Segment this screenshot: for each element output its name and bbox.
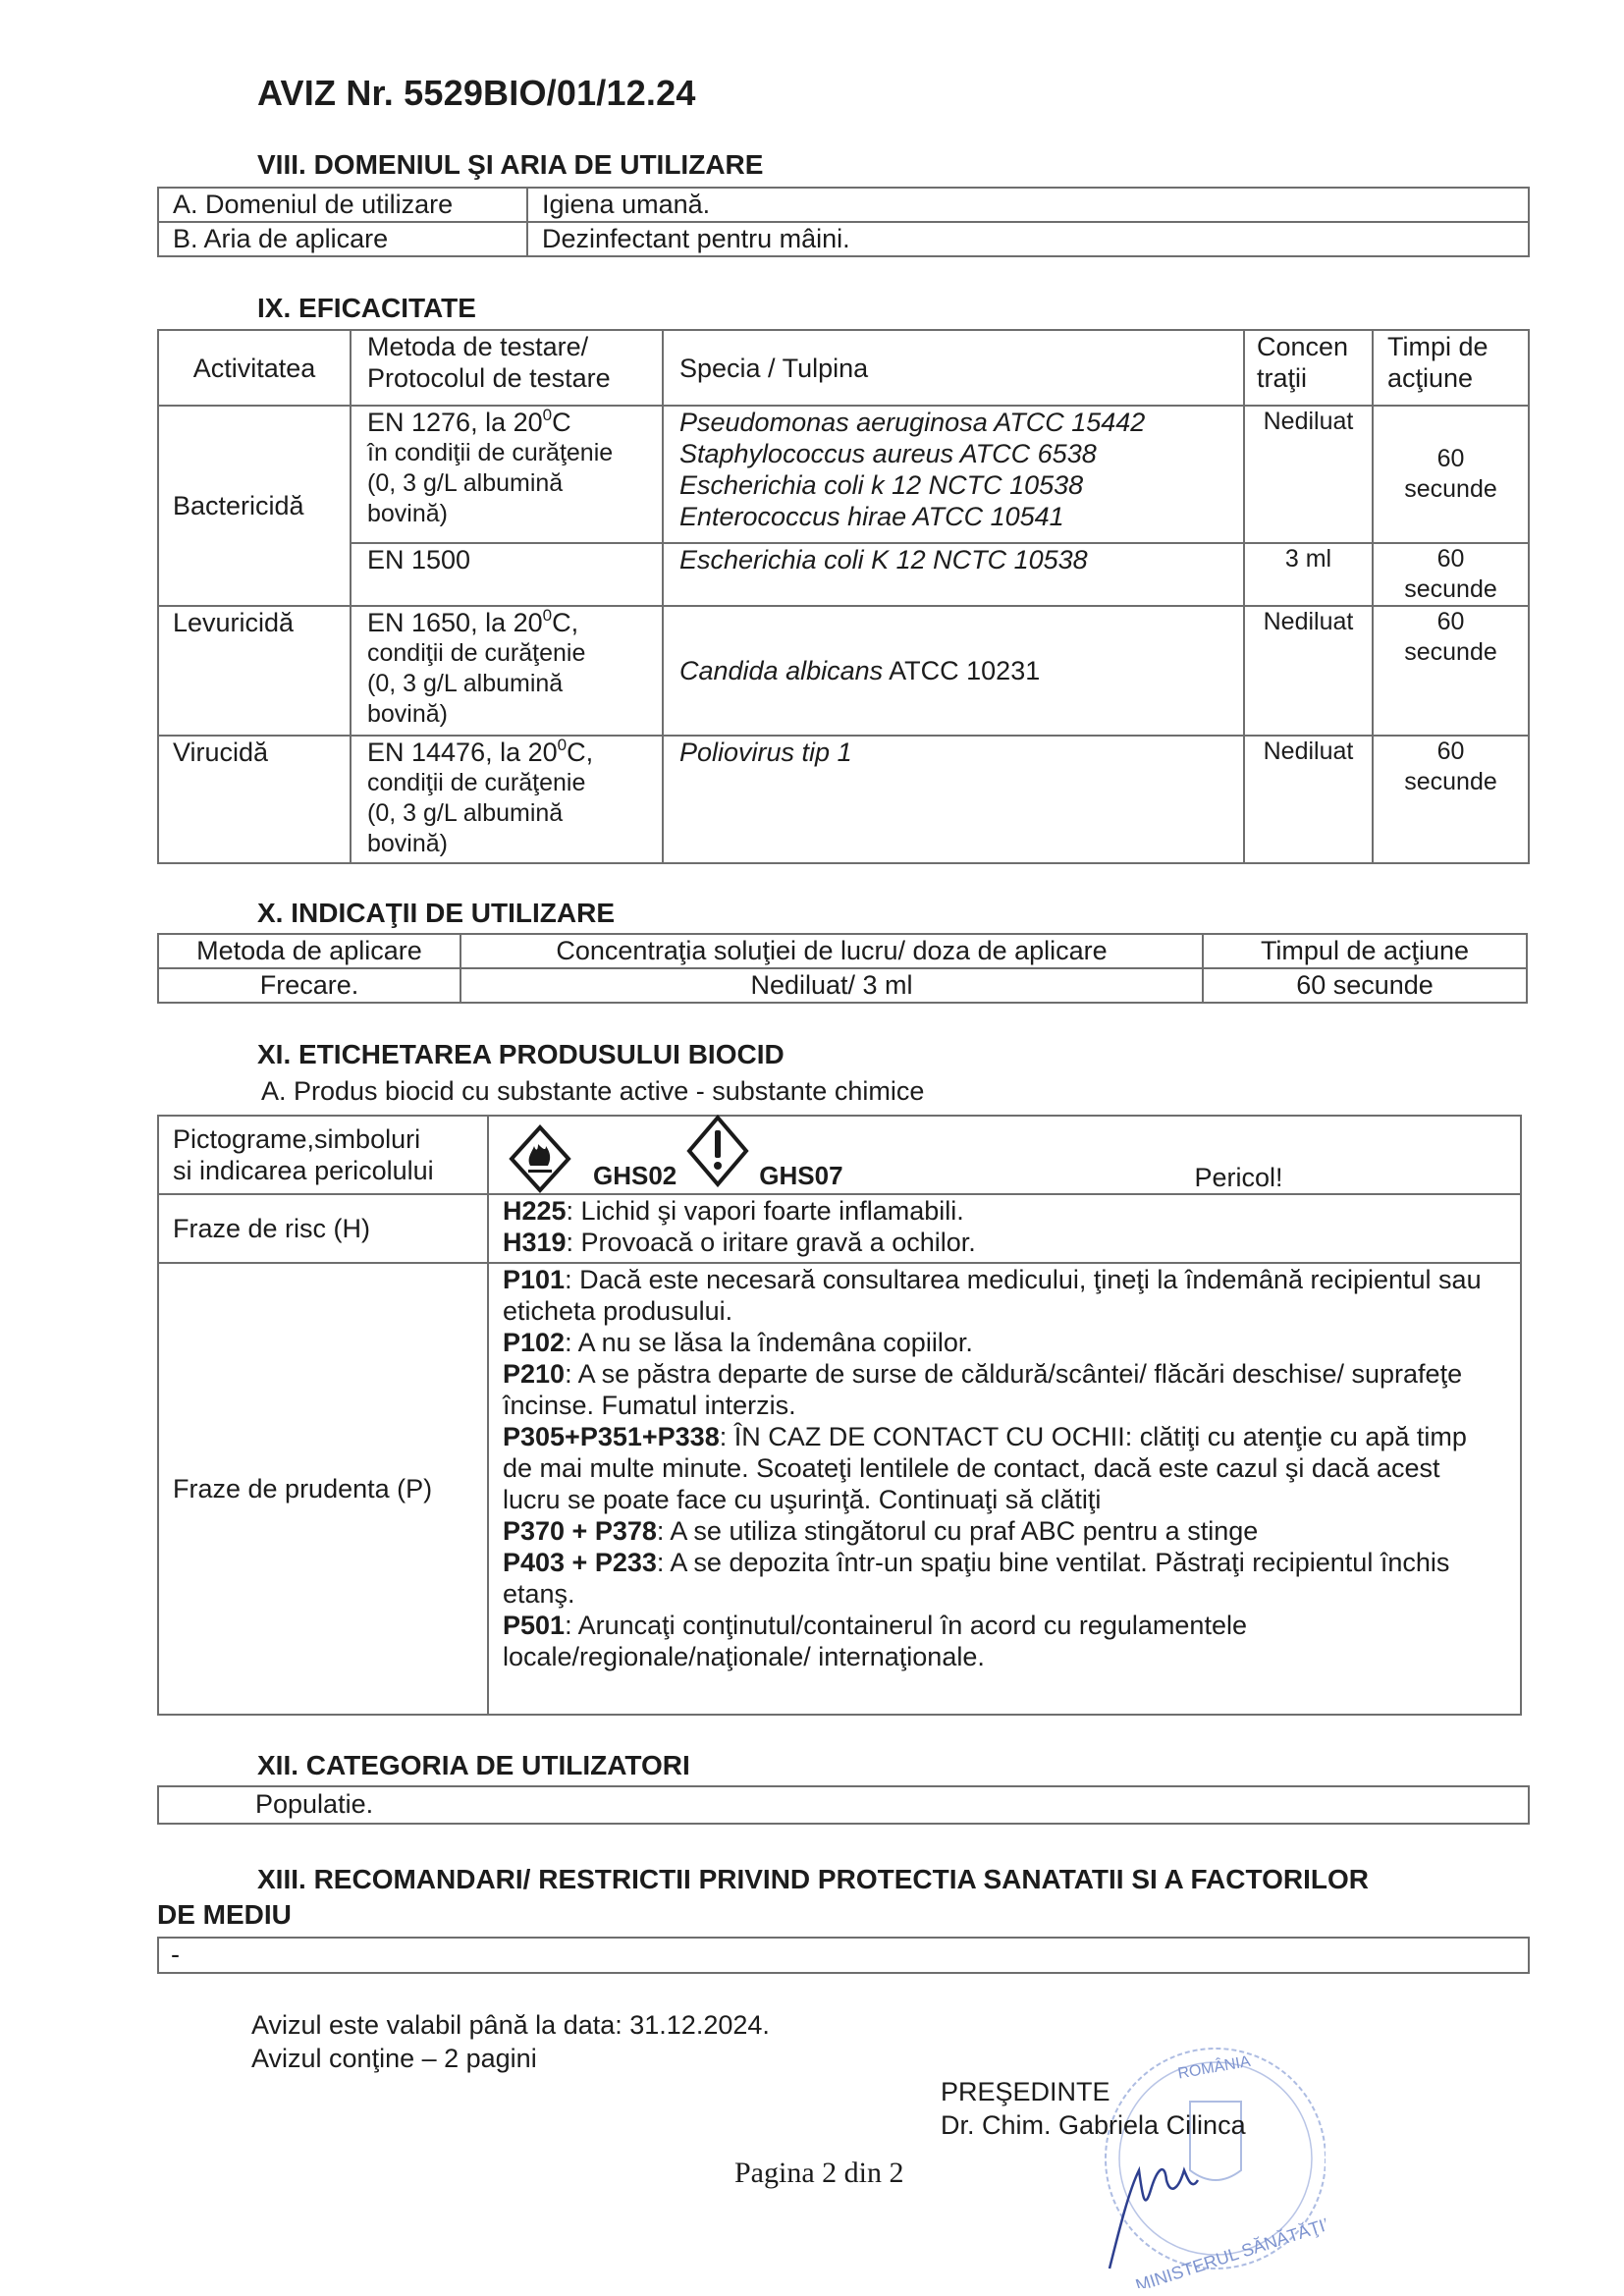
table-row (158, 968, 1527, 1003)
table-row (158, 543, 1529, 606)
signer-name: Dr. Chim. Gabriela Cilinca (941, 2110, 1246, 2140)
species-cell: Poliovirus tip 1 (663, 736, 1244, 863)
table-row (158, 1263, 1521, 1715)
table-row (158, 406, 1529, 543)
section-8-heading: VIII. DOMENIUL ŞI ARIA DE UTILIZARE (257, 149, 764, 180)
user-category-box (157, 1785, 1530, 1825)
area-value: Dezinfectant pentru mâini. (527, 222, 1529, 256)
method-detail: în condiţii de curăţenie (367, 439, 614, 466)
hazard-label: Fraze de risc (H) (158, 1194, 488, 1263)
time-cell: 60 secunde (1373, 736, 1529, 863)
activity-cell: Levuricidă (158, 606, 351, 736)
precaution-statement: P370 + P378: A se utiliza stingătorul cu praf ABC pentru a stinge (503, 1516, 1259, 1546)
method-detail: condiţii de curăţenie (367, 639, 586, 667)
section-13-heading-line2: DE MEDIU (157, 1899, 292, 1930)
time-cell: 60 secunde (1373, 606, 1529, 736)
recommendations-box (157, 1937, 1530, 1974)
col-species: Specia / Tulpina (663, 330, 1244, 406)
user-category-value: Populatie. (255, 1789, 374, 1819)
col-time (1373, 330, 1529, 406)
activity-cell: Virucidă (158, 736, 351, 863)
method-detail: bovină) (367, 830, 448, 857)
precaution-statement: P403 + P233: A se depozita într-un spaţiu bine ventilat. Păstraţi recipientul închis etanş. (503, 1548, 1450, 1609)
precaution-statement: P305+P351+P338: ÎN CAZ DE CONTACT CU OCHII: clătiţi cu atenţie cu apă timp de mai multe minute. Scoateţi lentilele de contact, dacă este cazul şi dacă acest lucru se poate face cu uşurinţă. Continuaţi să clătiţi (503, 1422, 1467, 1514)
section-11-heading: XI. ETICHETAREA PRODUSULUI BIOCID (257, 1039, 785, 1069)
ghs07-code: GHS07 (759, 1161, 843, 1190)
col-time-line2: acţiune (1387, 363, 1474, 393)
section-10-heading: X. INDICAŢII DE UTILIZARE (257, 898, 615, 928)
col-activity: Activitatea (158, 330, 351, 406)
col-application-method: Metoda de aplicare (158, 934, 460, 968)
method-detail: bovină) (367, 500, 448, 527)
col-method (351, 330, 663, 406)
table-header-row (158, 934, 1527, 968)
ghs02-code: GHS02 (593, 1161, 677, 1190)
area-label: B. Aria de aplicare (158, 222, 527, 256)
pictograms-cell (488, 1116, 1521, 1194)
recommendations-value: - (171, 1940, 180, 1969)
method-main: EN 1650, la $20^0C$, (367, 606, 579, 637)
col-conc-line1: Concen (1257, 332, 1349, 361)
time-cell: 60 secunde (1373, 406, 1529, 543)
section-9-heading: IX. EFICACITATE (257, 293, 476, 323)
method-cell (351, 606, 663, 736)
col-working-concentration: Concentraţia soluţiei de lucru/ doza de aplicare (460, 934, 1203, 968)
activity-cell: Bactericidă (158, 406, 351, 606)
section-13-heading-line1: XIII. RECOMANDARI/ RESTRICTII PRIVIND PROTECTIA SANATATII SI A FACTORILOR (257, 1864, 1369, 1894)
concentration-cell: 3 ml (1244, 543, 1373, 606)
species-item: Staphylococcus aureus ATCC 6538 (679, 439, 1097, 468)
table-row (158, 188, 1529, 222)
signer-title: PREŞEDINTE (941, 2077, 1110, 2106)
col-concentration (1244, 330, 1373, 406)
table-row (158, 736, 1529, 863)
method-detail: (0, 3 g/L albumină (367, 670, 564, 697)
col-method-line1: Metoda de testare/ (367, 332, 589, 361)
precaution-statement: P102: A nu se lăsa la îndemâna copiilor. (503, 1328, 973, 1357)
precaution-statements-cell (488, 1263, 1521, 1715)
table-header-row (158, 330, 1529, 406)
domain-value: Igiena umană. (527, 188, 1529, 222)
method-detail: bovină) (367, 700, 448, 728)
table-row (158, 1116, 1521, 1194)
biocide-labelling-table (157, 1115, 1522, 1716)
application-method-value: Frecare. (158, 968, 460, 1003)
concentration-cell: Nediluat (1244, 606, 1373, 736)
usage-instructions-table (157, 933, 1528, 1004)
exclamation-icon (686, 1115, 749, 1187)
precaution-statement: P501: Aruncaţi conţinutul/containerul în acord cu regulamentele locale/regionale/naţionale/ internaţionale. (503, 1611, 1247, 1671)
page-count-text: Avizul conţine – 2 pagini (251, 2044, 537, 2073)
method-detail: condiţii de curăţenie (367, 769, 586, 796)
method-cell (351, 406, 663, 543)
concentration-cell: Nediluat (1244, 736, 1373, 863)
species-cell: Escherichia coli K 12 NCTC 10538 (663, 543, 1244, 606)
table-row (158, 1194, 1521, 1263)
species-cell (663, 406, 1244, 543)
hazard-statement: H319: Provoacă o iritare gravă a ochilor. (503, 1228, 976, 1257)
domain-label: A. Domeniul de utilizare (158, 188, 527, 222)
pictograms-label: Pictograme,simboluri si indicarea pericolului (158, 1116, 488, 1194)
efficacy-table (157, 329, 1530, 864)
col-action-time: Timpul de acţiune (1203, 934, 1527, 968)
table-row (158, 222, 1529, 256)
hazard-statements-cell (488, 1194, 1521, 1263)
species-item: Pseudomonas aeruginosa ATCC 15442 (679, 408, 1146, 437)
validity-text: Avizul este valabil până la data: 31.12.2024. (251, 2010, 770, 2040)
species-item: Escherichia coli k 12 NCTC 10538 (679, 470, 1084, 500)
action-time-value: 60 secunde (1203, 968, 1527, 1003)
page-number: Pagina 2 din 2 (734, 2157, 904, 2189)
section-12-heading: XII. CATEGORIA DE UTILIZATORI (257, 1750, 690, 1780)
flame-icon (509, 1124, 571, 1193)
precaution-label: Fraze de prudenta (P) (158, 1263, 488, 1715)
section-11-subheading: A. Produs biocid cu substante active - substante chimice (261, 1076, 925, 1106)
species-item: Enterococcus hirae ATCC 10541 (679, 502, 1064, 531)
col-method-line2: Protocolul de testare (367, 363, 611, 393)
working-concentration-value: Nediluat/ 3 ml (460, 968, 1203, 1003)
col-time-line1: Timpi de (1387, 332, 1489, 361)
document-title: AVIZ Nr. 5529BIO/01/12.24 (257, 73, 696, 113)
hazard-statement: H225: Lichid şi vapori foarte inflamabili. (503, 1196, 964, 1226)
method-main: EN 1276, la $20^0C$ (367, 406, 571, 437)
col-conc-line2: traţii (1257, 363, 1308, 393)
time-cell: 60 secunde (1373, 543, 1529, 606)
method-detail: (0, 3 g/L albumină (367, 469, 564, 497)
precaution-statement: P101: Dacă este necesară consultarea medicului, ţineţi la îndemână recipientul sau eticheta produsului. (503, 1265, 1482, 1326)
usage-domain-table (157, 187, 1530, 257)
concentration-cell: Nediluat (1244, 406, 1373, 543)
table-row (158, 606, 1529, 736)
svg-text:ROMÂNIA: ROMÂNIA (1176, 2052, 1252, 2083)
method-detail: (0, 3 g/L albumină (367, 799, 564, 827)
signal-word: Pericol! (1194, 1163, 1283, 1192)
species-cell: Candida albicans ATCC 10231 (663, 606, 1244, 736)
method-cell (351, 736, 663, 863)
precaution-statement: P210: A se păstra departe de surse de căldură/scântei/ flăcări deschise/ suprafeţe încinse. Fumatul interzis. (503, 1359, 1463, 1420)
method-main: EN 14476, la $20^0C$, (367, 736, 594, 767)
svg-text:MINISTERUL SĂNĂTĂŢII: MINISTERUL SĂNĂTĂŢII (1133, 2214, 1326, 2288)
method-cell: EN 1500 (351, 543, 663, 606)
